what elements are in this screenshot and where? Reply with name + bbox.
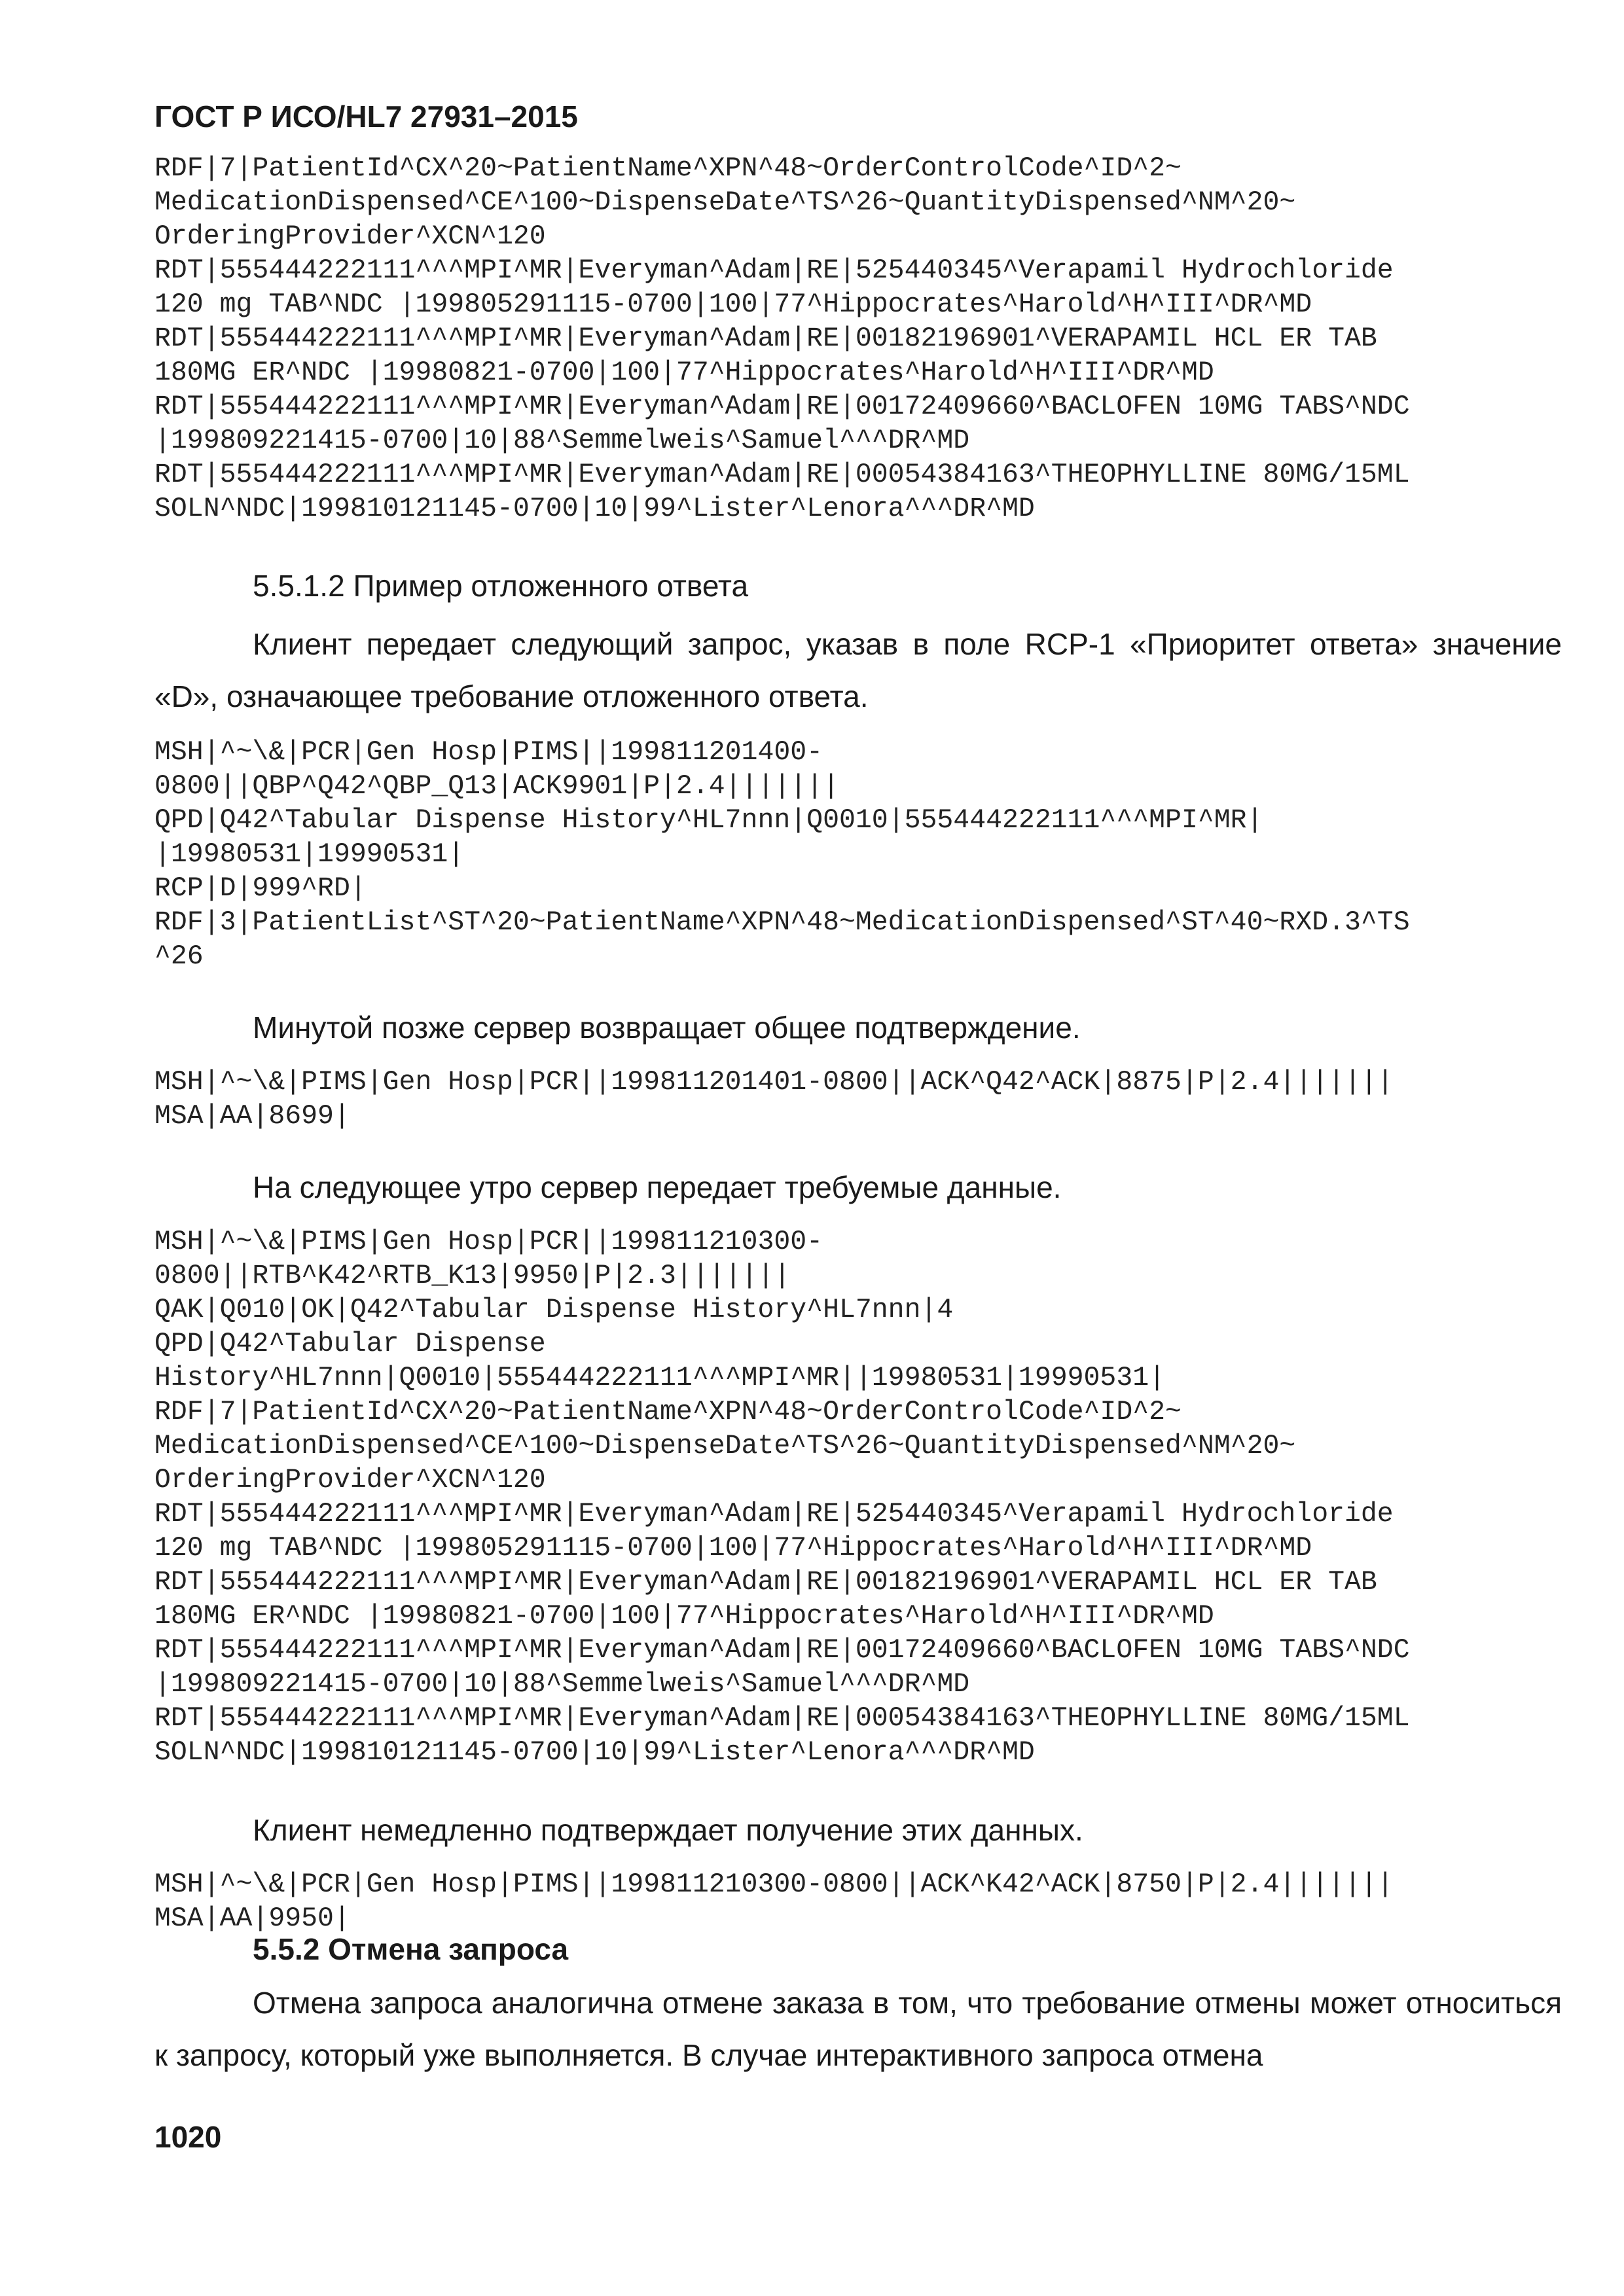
paragraph-client-request: Клиент передает следующий запрос, указав в поле RCP-1 «Приоритет ответа» значение «D», означающее требование отложенного ответа. — [154, 627, 1562, 713]
section-heading-5512: 5.5.1.2 Пример отложенного ответа — [253, 569, 749, 603]
code-block-client-ack: MSH|^~\&|PCR|Gen Hosp|PIMS||199811210300-0800||ACK^K42^ACK|8750|P|2.4||||||| MSA|AA|9950| — [154, 1869, 1394, 1934]
code-block-rdf-rdt: RDF|7|PatientId^CX^20~PatientName^XPN^48~OrderControlCode^ID^2~ MedicationDispensed^CE^100~DispenseDate^TS^26~QuantityDispensed^NM^20~ OrderingProvider^XCN^120 RDT|555444222111^^^MPI^MR|Everyman^Adam|RE|525440345^Verapamil Hydrochloride 120 mg TAB^NDC |199805291115-0700|100|77^Hippocrates^Harold^H^III^DR^MD RDT|555444222111^^^MPI^MR|Everyman^Adam|RE|00182196901^VERAPAMIL HCL ER TAB 180MG ER^NDC |19980821-0700|100|77^Hippocrates^Harold^H^III^DR^MD RDT|555444222111^^^MPI^MR|Everyman^Adam|RE|00172409660^BACLOFEN 10MG TABS^NDC |199809221415-0700|10|88^Semmelweis^Samuel^^^DR^MD RDT|555444222111^^^MPI^MR|Everyman^Adam|RE|00054384163^THEOPHYLLINE 80MG/15ML SOLN^NDC|199810121145-0700|10|99^Lister^Lenora^^^DR^MD — [154, 153, 1410, 524]
code-block-query: MSH|^~\&|PCR|Gen Hosp|PIMS||199811201400- 0800||QBP^Q42^QBP_Q13|ACK9901|P|2.4||||||| QPD|Q42^Tabular Dispense History^HL7nnn|Q0010|555444222111^^^MPI^MR| |19980531|19990531| RCP|D|999^RD| RDF|3|PatientList^ST^20~PatientName^XPN^48~MedicationDispensed^ST^40~RXD.3^TS ^26 — [154, 737, 1410, 972]
paragraph-next-morning: На следующее утро сервер передает требуемые данные. — [253, 1170, 1062, 1204]
code-block-general-ack: MSH|^~\&|PIMS|Gen Hosp|PCR||199811201401-0800||ACK^Q42^ACK|8875|P|2.4||||||| MSA|AA|8699| — [154, 1067, 1394, 1132]
paragraph-client-ack: Клиент немедленно подтверждает получение этих данных. — [253, 1813, 1083, 1847]
code-block-response-data: MSH|^~\&|PIMS|Gen Hosp|PCR||199811210300- 0800||RTB^K42^RTB_K13|9950|P|2.3||||||| QAK|Q010|OK|Q42^Tabular Dispense History^HL7nnn|4 QPD|Q42^Tabular Dispense History^HL7nnn|Q0010|555444222111^^^MPI^MR||19980531|19990531| RDF|7|PatientId^CX^20~PatientName^XPN^48~OrderControlCode^ID^2~ MedicationDispensed^CE^100~DispenseDate^TS^26~QuantityDispensed^NM^20~ OrderingProvider^XCN^120 RDT|555444222111^^^MPI^MR|Everyman^Adam|RE|525440345^Verapamil Hydrochloride 120 mg TAB^NDC |199805291115-0700|100|77^Hippocrates^Harold^H^III^DR^MD RDT|555444222111^^^MPI^MR|Everyman^Adam|RE|00182196901^VERAPAMIL HCL ER TAB 180MG ER^NDC |19980821-0700|100|77^Hippocrates^Harold^H^III^DR^MD RDT|555444222111^^^MPI^MR|Everyman^Adam|RE|00172409660^BACLOFEN 10MG TABS^NDC |199809221415-0700|10|88^Semmelweis^Samuel^^^DR^MD RDT|555444222111^^^MPI^MR|Everyman^Adam|RE|00054384163^THEOPHYLLINE 80MG/15ML SOLN^NDC|199810121145-0700|10|99^Lister^Lenora^^^DR^MD — [154, 1227, 1410, 1768]
paragraph-minute-later: Минутой позже сервер возвращает общее подтверждение. — [253, 1011, 1081, 1045]
document-header: ГОСТ Р ИСО/HL7 27931–2015 — [154, 99, 578, 134]
section-heading-552: 5.5.2 Отмена запроса — [253, 1932, 569, 1966]
page-number: 1020 — [154, 2120, 222, 2154]
paragraph-cancel-query: Отмена запроса аналогична отмене заказа в том, что требование отмены может относиться к запросу, который уже выполняется. В случае интерактивного запроса отмена — [154, 1986, 1562, 2072]
